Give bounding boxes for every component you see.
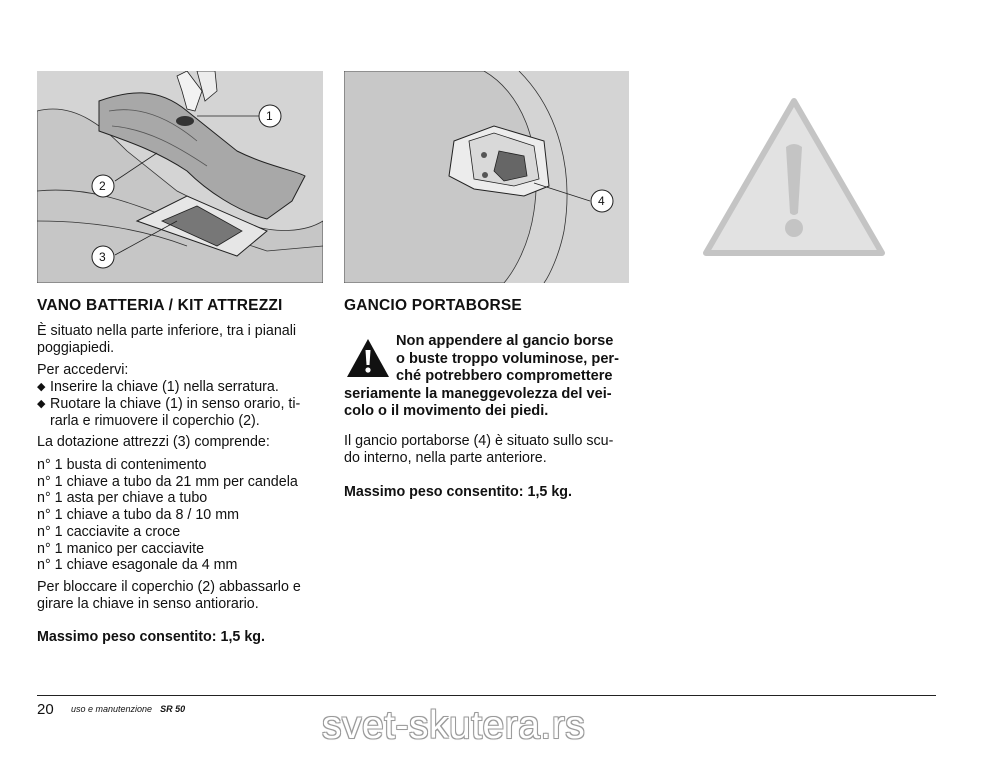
section-heading-bag-hook: GANCIO PORTABORSE <box>344 297 522 314</box>
warning-line-3: ché potrebbero compromettere <box>396 368 613 384</box>
bullet-diamond-icon: ◆ <box>37 398 46 410</box>
tool-item: n° 1 cacciavite a croce <box>37 524 181 540</box>
max-weight-left: Massimo peso consentito: 1,5 kg. <box>37 629 266 645</box>
bag-hook-illustration <box>344 71 629 283</box>
page-number: 20 <box>37 701 54 718</box>
callout-label: 3 <box>99 250 106 264</box>
model-name: SR 50 <box>160 704 186 714</box>
tool-item: n° 1 chiave a tubo da 8 / 10 mm <box>37 507 240 523</box>
hook-text-line-1: Il gancio portaborse (4) è situato sullo scu- <box>344 433 614 449</box>
warning-line-5: colo o il movimento dei piedi. <box>344 403 549 419</box>
bullet-item-2 <box>37 396 327 430</box>
bullet-text-line-2: rarla e rimuovere il coperchio (2). <box>50 413 260 429</box>
tool-item: n° 1 asta per chiave a tubo <box>37 490 208 506</box>
tool-item: n° 1 busta di contenimento <box>37 457 207 473</box>
footer-title <box>71 704 185 714</box>
tools-intro: La dotazione attrezzi (3) comprende: <box>37 434 270 450</box>
bullet-text: Inserire la chiave (1) nella serratura. <box>50 379 279 395</box>
closing-text-line-1: Per bloccare il coperchio (2) abbassarlo e <box>37 579 301 595</box>
warning-triangle-icon <box>702 97 886 259</box>
bullet-diamond-icon: ◆ <box>37 381 46 393</box>
location-text-line-2: poggiapiedi. <box>37 340 115 356</box>
location-text-line-1: È situato nella parte inferiore, tra i pianali <box>37 323 297 339</box>
section-heading-battery: VANO BATTERIA / KIT ATTREZZI <box>37 297 283 314</box>
footer-rule <box>37 695 936 696</box>
hook-text-line-2: do interno, nella parte anteriore. <box>344 450 547 466</box>
bag-hook-drawing <box>344 71 629 283</box>
max-weight-right: Massimo peso consentito: 1,5 kg. <box>344 484 573 500</box>
bullet-item-1 <box>37 379 327 396</box>
tool-item: n° 1 chiave a tubo da 21 mm per candela <box>37 474 298 490</box>
bullet-text-line-1: Ruotare la chiave (1) in senso orario, ti- <box>50 396 301 412</box>
warning-line-1: Non appendere al gancio borse <box>396 333 614 349</box>
callout-label: 4 <box>598 194 605 208</box>
access-intro: Per accedervi: <box>37 362 129 378</box>
warning-text <box>344 333 631 421</box>
battery-compartment-illustration <box>37 71 323 283</box>
manual-title: uso e manutenzione <box>71 704 153 714</box>
tool-item: n° 1 chiave esagonale da 4 mm <box>37 557 238 573</box>
closing-text-line-2: girare la chiave in senso antiorario. <box>37 596 259 612</box>
callout-4 <box>591 190 613 212</box>
callout-2 <box>92 175 114 197</box>
battery-compartment-drawing <box>37 71 323 283</box>
callout-3 <box>92 246 114 268</box>
warning-line-4: seriamente la maneggevolezza del vei- <box>344 385 612 402</box>
tool-item: n° 1 manico per cacciavite <box>37 541 205 557</box>
callout-1 <box>259 105 281 127</box>
watermark: svet-skutera.rs <box>322 704 586 747</box>
callout-label: 2 <box>99 179 106 193</box>
callout-label: 1 <box>266 109 273 123</box>
warning-line-2: o buste troppo voluminose, per- <box>396 350 619 367</box>
